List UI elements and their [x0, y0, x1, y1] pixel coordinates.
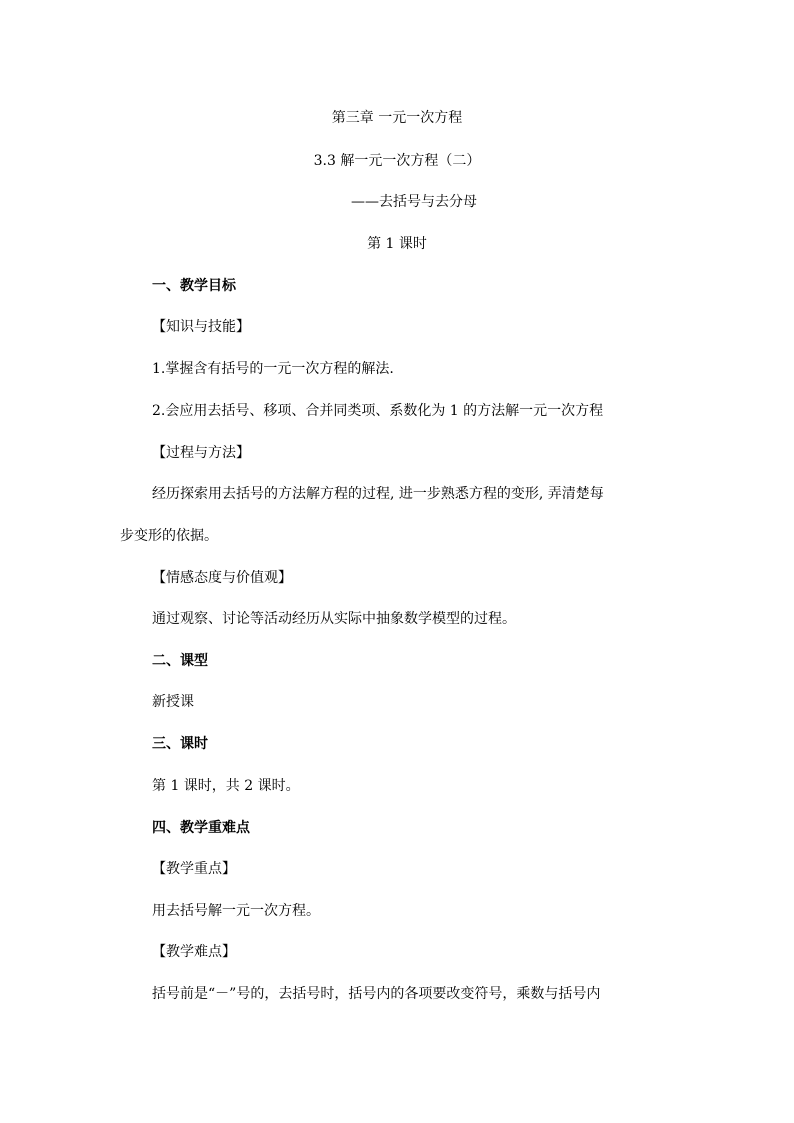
chapter-title: 第三章 一元一次方程 — [331, 110, 463, 126]
section-subtitle: ——去括号与去分母 — [351, 194, 477, 210]
lesson-number: 第 1 课时 — [367, 236, 427, 252]
teaching-focus-label: 【教学重点】 — [152, 861, 236, 877]
attitude-values-label: 【情感态度与价值观】 — [152, 570, 292, 586]
teaching-focus-text: 用去括号解一元一次方程。 — [152, 903, 320, 919]
lesson-type-text: 新授课 — [152, 694, 194, 710]
goals-heading: 一、教学目标 — [152, 278, 236, 294]
attitude-values-text: 通过观察、讨论等活动经历从实际中抽象数学模型的过程。 — [152, 611, 516, 627]
periods-text: 第 1 课时，共 2 课时。 — [152, 778, 300, 794]
teaching-difficulty-label: 【教学难点】 — [152, 944, 236, 960]
periods-heading: 三、课时 — [152, 736, 208, 752]
key-points-heading: 四、教学重难点 — [152, 820, 250, 836]
teaching-difficulty-text: 括号前是“－”号的，去括号时，括号内的各项要改变符号，乘数与括号内 — [152, 986, 601, 1002]
knowledge-item-2: 2.会应用去括号、移项、合并同类项、系数化为 1 的方法解一元一次方程 — [152, 403, 604, 419]
process-text-line-2: 步变形的依据。 — [120, 528, 218, 544]
knowledge-skills-label: 【知识与技能】 — [152, 319, 250, 335]
process-methods-label: 【过程与方法】 — [152, 445, 250, 461]
section-title: 3.3 解一元一次方程（二） — [313, 153, 481, 169]
process-text-line-1: 经历探索用去括号的方法解方程的过程, 进一步熟悉方程的变形, 弄清楚每 — [152, 486, 604, 502]
lesson-type-heading: 二、课型 — [152, 653, 208, 669]
knowledge-item-1: 1.掌握含有括号的一元一次方程的解法. — [152, 361, 394, 377]
